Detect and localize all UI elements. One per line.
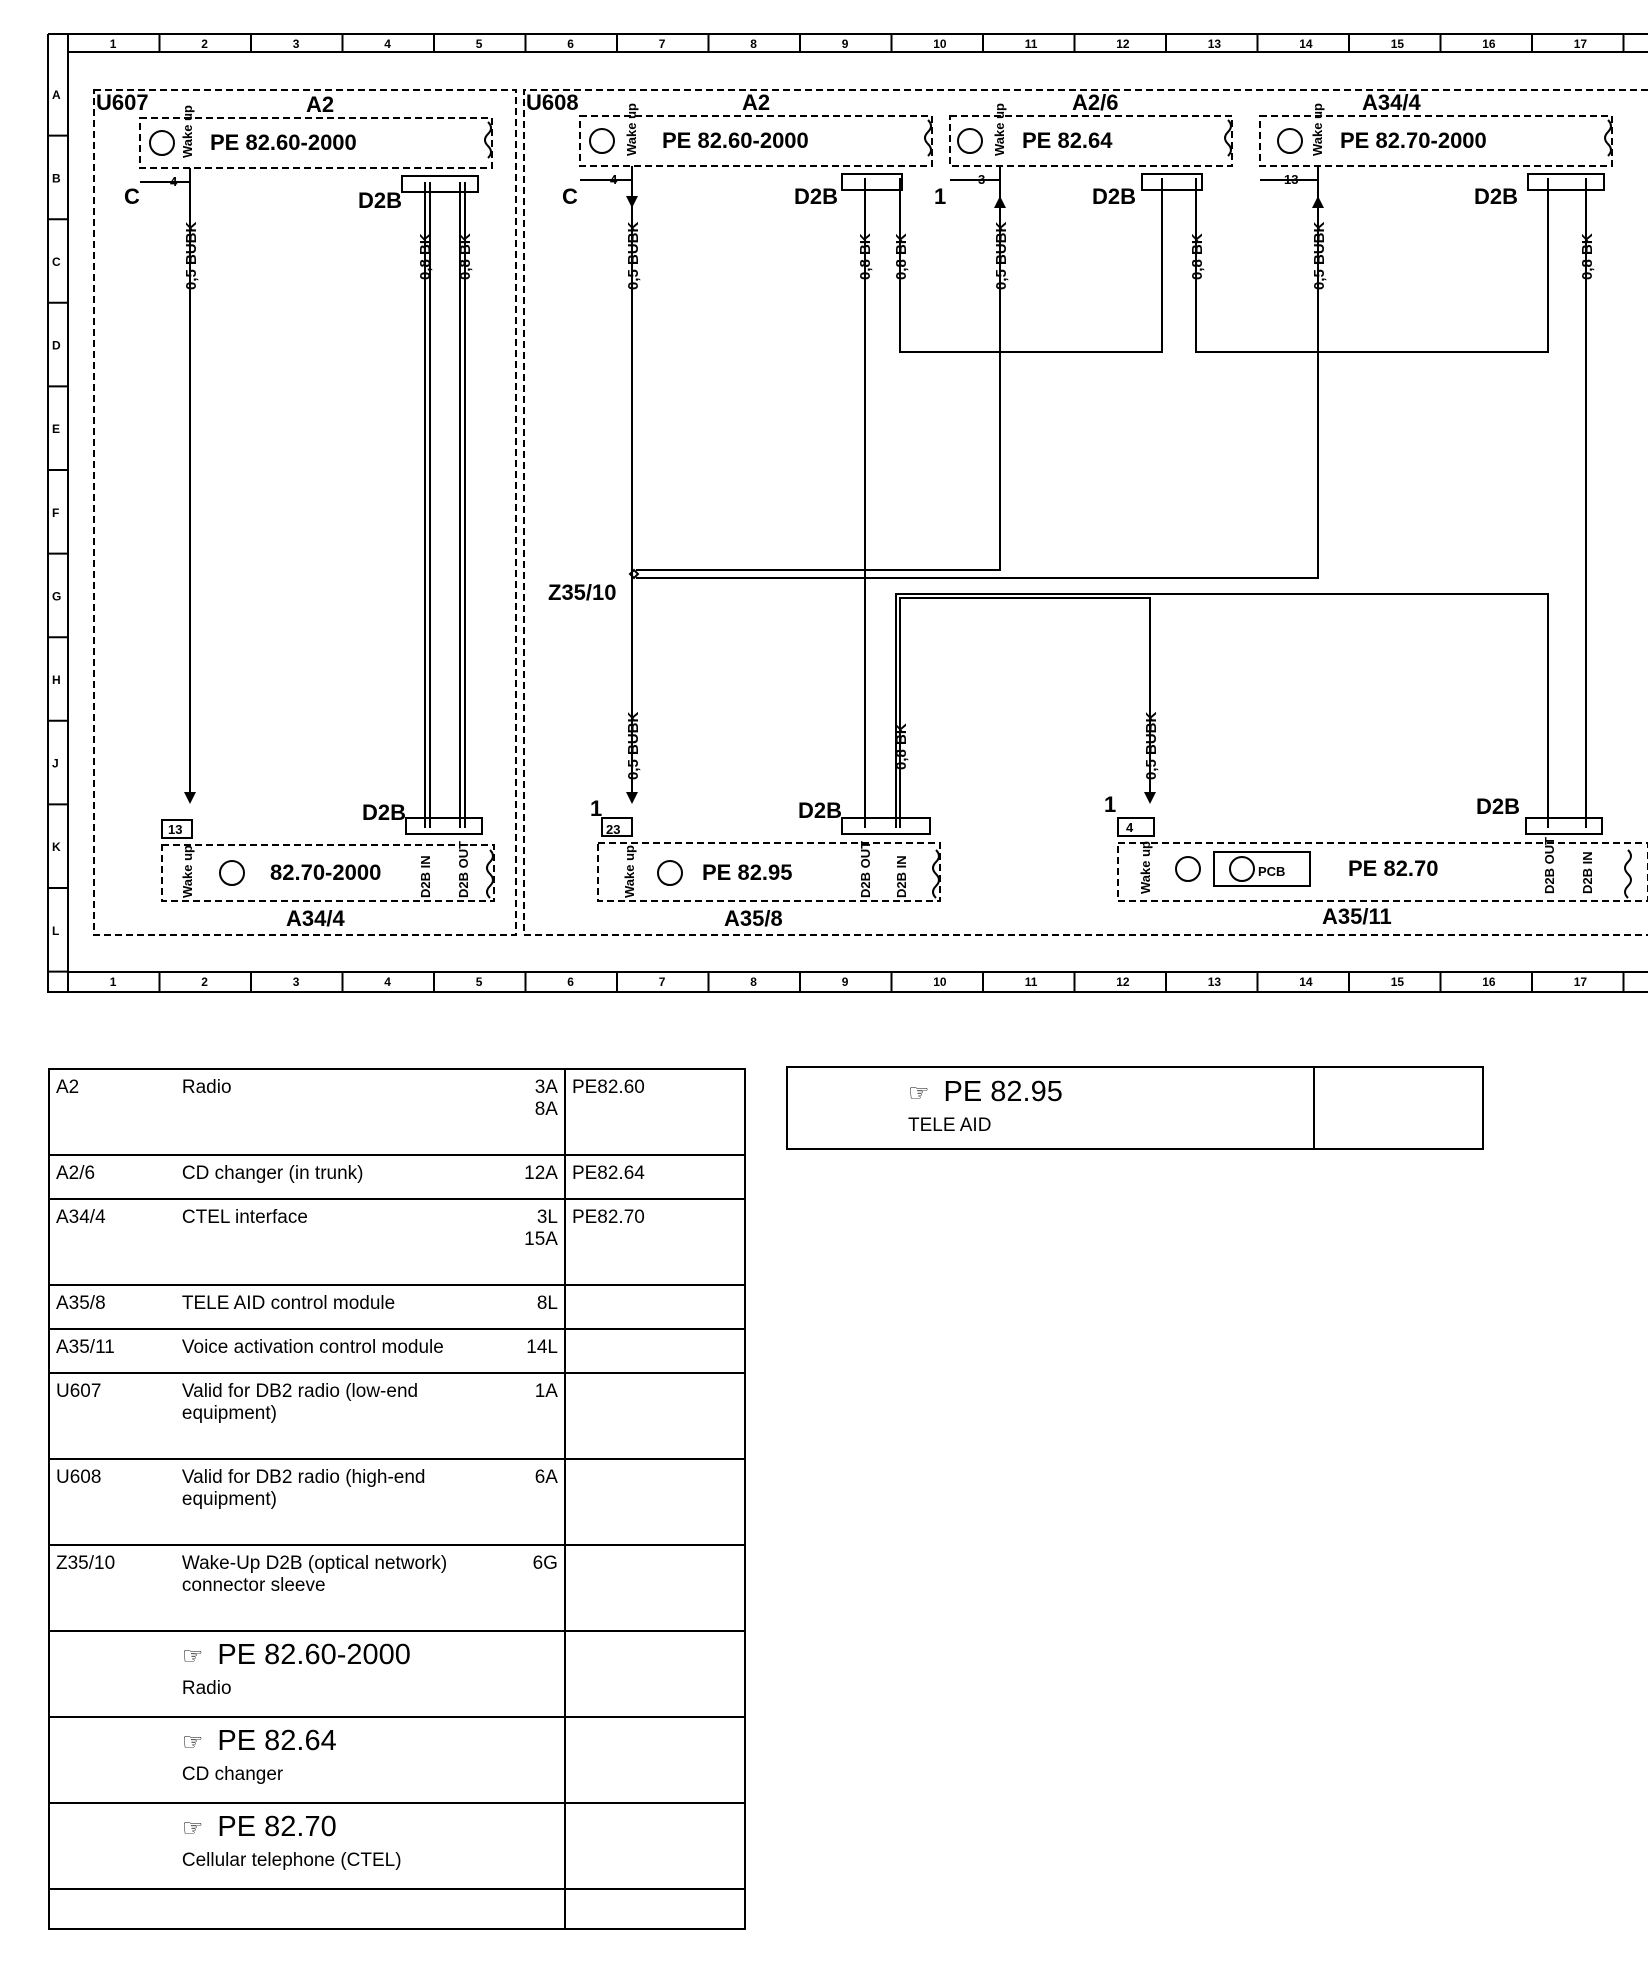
legend-table	[48, 1068, 746, 1930]
a2-left-ref: PE 82.60-2000	[210, 130, 357, 155]
d2b-out-label: D2B OUT	[456, 840, 471, 898]
column-number: 16	[1482, 37, 1496, 51]
hand-pointer-icon: ☞	[181, 1729, 204, 1756]
wire-label: 0,8 BK	[457, 233, 474, 280]
legend-loc: 3L 15A	[514, 1199, 565, 1285]
wire-label: 0,5 BUBK	[993, 221, 1010, 290]
d2b-label: D2B	[1474, 184, 1519, 209]
legend-loc: 12A	[514, 1155, 565, 1199]
ref-number: PE 82.60-2000	[217, 1639, 411, 1671]
pin-label: 1	[590, 796, 603, 821]
ref-name: Radio	[181, 1678, 232, 1699]
wake-up-label: Wake up	[992, 103, 1007, 156]
column-number: 12	[1116, 975, 1130, 989]
wire-label: 0,8 BK	[893, 233, 910, 280]
wire-label: 0,5 BUBK	[625, 711, 642, 780]
ref-number: PE 82.64	[217, 1725, 337, 1757]
legend-ref: PE82.70	[565, 1199, 745, 1285]
legend-code: A2	[49, 1069, 176, 1155]
legend-ref	[565, 1459, 745, 1545]
wire-label: 0,8 BK	[893, 723, 910, 770]
legend-code: A2/6	[49, 1155, 176, 1199]
legend-ref: PE82.60	[565, 1069, 745, 1155]
legend-desc: Wake-Up D2B (optical network) connector sleeve	[176, 1545, 514, 1631]
column-number: 15	[1390, 975, 1405, 989]
pin-label: 3	[978, 172, 986, 187]
pin-label: C	[124, 184, 140, 209]
column-number: 11	[1024, 37, 1038, 51]
column-number: 4	[384, 37, 391, 51]
u608-label: U608	[526, 90, 579, 115]
wake-up-label: Wake up	[180, 105, 195, 158]
a26-title: A2/6	[1072, 90, 1119, 115]
legend-code: A34/4	[49, 1199, 176, 1285]
a344-top-title: A34/4	[1362, 90, 1421, 115]
legend-row	[49, 1285, 745, 1329]
legend-ref-row	[49, 1803, 745, 1889]
column-number: 1	[109, 975, 117, 989]
wake-up-label: Wake up	[1310, 103, 1325, 156]
a344-top-ref: PE 82.70-2000	[1340, 128, 1487, 153]
d2b-label: D2B	[362, 800, 407, 825]
legend-loc: 3A 8A	[514, 1069, 565, 1155]
row-letter: G	[52, 589, 62, 604]
a344-bottom-ref: 82.70-2000	[270, 860, 382, 885]
teleaid-name: TELE AID	[908, 1115, 992, 1136]
legend-loc: 14L	[514, 1329, 565, 1373]
column-number: 2	[201, 975, 208, 989]
a344-bottom-title: A34/4	[286, 906, 345, 931]
legend-code: U607	[49, 1373, 176, 1459]
row-letter: J	[52, 756, 59, 771]
a2-right-title: A2	[742, 90, 771, 115]
pcb-label: PCB	[1258, 864, 1286, 879]
d2b-out-label: D2B OUT	[858, 840, 873, 898]
column-number: 14	[1299, 975, 1313, 989]
hand-pointer-icon: ☞	[181, 1643, 204, 1670]
hand-pointer-icon: ☞	[181, 1815, 204, 1842]
wire-label: 0,8 BK	[857, 233, 874, 280]
column-number: 6	[567, 37, 574, 51]
column-number: 17	[1573, 37, 1588, 51]
legend-row	[49, 1373, 745, 1459]
legend-loc: 6G	[514, 1545, 565, 1631]
pin-label: 13	[1284, 172, 1299, 187]
row-letter: A	[52, 87, 61, 102]
column-number: 9	[841, 975, 849, 989]
row-letter: B	[52, 171, 61, 186]
legend-ref	[565, 1285, 745, 1329]
legend-ref	[565, 1329, 745, 1373]
legend-code: U608	[49, 1459, 176, 1545]
row-letter: H	[52, 673, 61, 687]
u607-label: U607	[96, 90, 149, 115]
a2-right-ref: PE 82.60-2000	[662, 128, 809, 153]
a2-left-title: A2	[306, 92, 335, 117]
teleaid-ref: PE 82.95	[943, 1076, 1063, 1108]
legend-desc: Valid for DB2 radio (low-end equipment)	[176, 1373, 514, 1459]
column-number: 9	[841, 37, 849, 51]
a3511-ref: PE 82.70	[1348, 856, 1439, 881]
legend-ref	[565, 1545, 745, 1631]
legend-code: A35/11	[49, 1329, 176, 1373]
pin-label: 4	[610, 172, 618, 187]
ref-name: CD changer	[181, 1764, 284, 1785]
row-letter: E	[52, 422, 61, 437]
legend-desc: TELE AID control module	[176, 1285, 514, 1329]
diagram-frame	[48, 34, 1648, 992]
d2b-in-label: D2B IN	[418, 855, 433, 898]
column-number: 10	[933, 975, 947, 989]
column-number: 2	[201, 37, 208, 51]
legend-code: A35/8	[49, 1285, 176, 1329]
wire-label: 0,8 BK	[1579, 233, 1596, 280]
legend-desc: Valid for DB2 radio (high-end equipment)	[176, 1459, 514, 1545]
column-number: 3	[292, 37, 300, 51]
row-letter: D	[52, 338, 61, 353]
pin-label: 13	[168, 822, 183, 837]
d2b-label: D2B	[794, 184, 839, 209]
d2b-label: D2B	[1476, 794, 1521, 819]
column-number: 12	[1116, 37, 1130, 51]
a358-ref: PE 82.95	[702, 860, 793, 885]
column-number: 15	[1390, 37, 1405, 51]
row-ruler	[48, 88, 68, 972]
legend-desc: Voice activation control module	[176, 1329, 514, 1373]
z3510-label: Z35/10	[548, 580, 617, 605]
legend-code: Z35/10	[49, 1545, 176, 1631]
legend-ref-row	[49, 1631, 745, 1717]
d2b-out-label: D2B OUT	[1542, 836, 1557, 894]
wire-label: 0,5 BUBK	[183, 221, 200, 290]
wake-up-label: Wake up	[624, 103, 639, 156]
column-number: 3	[292, 975, 300, 989]
column-number: 6	[567, 975, 574, 989]
d2b-label: D2B	[1092, 184, 1137, 209]
pin-label: C	[562, 184, 578, 209]
d2b-in-label: D2B IN	[1580, 851, 1595, 894]
column-number: 1	[109, 37, 117, 51]
legend-ref	[565, 1373, 745, 1459]
pin-label: 1	[1104, 792, 1117, 817]
ref-number: PE 82.70	[217, 1811, 337, 1843]
column-number: 10	[933, 37, 947, 51]
column-number: 5	[475, 37, 483, 51]
pin-label: 1	[934, 184, 947, 209]
legend-row	[49, 1329, 745, 1373]
legend-row	[49, 1459, 745, 1545]
column-number: 17	[1573, 975, 1588, 989]
pin-label: 4	[170, 174, 178, 189]
wake-up-label: Wake up	[622, 845, 637, 898]
row-letter: L	[52, 923, 60, 938]
legend-desc: CD changer (in trunk)	[176, 1155, 514, 1199]
row-letter: C	[52, 255, 61, 269]
column-number: 13	[1207, 975, 1222, 989]
legend-loc: 6A	[514, 1459, 565, 1545]
a358-title: A35/8	[724, 906, 783, 931]
wire-label: 0,5 BUBK	[1143, 711, 1160, 780]
d2b-label: D2B	[798, 798, 843, 823]
a3511-title: A35/11	[1322, 904, 1392, 929]
column-number: 16	[1482, 975, 1496, 989]
legend-row	[49, 1155, 745, 1199]
legend-loc: 8L	[514, 1285, 565, 1329]
teleaid-box	[786, 1066, 1484, 1150]
d2b-label: D2B	[358, 188, 403, 213]
column-number: 13	[1207, 37, 1222, 51]
column-number: 4	[384, 975, 391, 989]
column-number: 14	[1299, 37, 1313, 51]
ref-name: Cellular telephone (CTEL)	[181, 1850, 402, 1871]
legend-ref-row	[49, 1717, 745, 1803]
legend-loc: 1A	[514, 1373, 565, 1459]
legend-desc: Radio	[176, 1069, 514, 1155]
column-number: 5	[475, 975, 483, 989]
d2b-in-label: D2B IN	[894, 855, 909, 898]
wake-up-label: Wake up	[1138, 841, 1153, 894]
pin-label: 23	[606, 822, 621, 837]
legend-row	[49, 1545, 745, 1631]
wire-label: 0,5 BUBK	[625, 221, 642, 290]
wire-label: 0,8 BK	[417, 233, 434, 280]
legend-desc: CTEL interface	[176, 1199, 514, 1285]
column-number: 11	[1024, 975, 1038, 989]
wake-up-label: Wake up	[180, 845, 195, 898]
u607-group-box	[94, 90, 516, 935]
column-number: 8	[750, 37, 757, 51]
legend-ref: PE82.64	[565, 1155, 745, 1199]
row-letter: K	[52, 840, 61, 855]
a26-ref: PE 82.64	[1022, 128, 1113, 153]
column-number: 8	[750, 975, 757, 989]
row-letter: F	[52, 505, 60, 520]
legend-row	[49, 1069, 745, 1155]
hand-pointer-icon: ☞	[908, 1080, 930, 1107]
legend-row	[49, 1199, 745, 1285]
wire-label: 0,5 BUBK	[1311, 221, 1328, 290]
column-number: 7	[658, 37, 666, 51]
pin-label: 4	[1126, 820, 1134, 835]
column-number: 7	[658, 975, 666, 989]
wire-label: 0,8 BK	[1189, 233, 1206, 280]
